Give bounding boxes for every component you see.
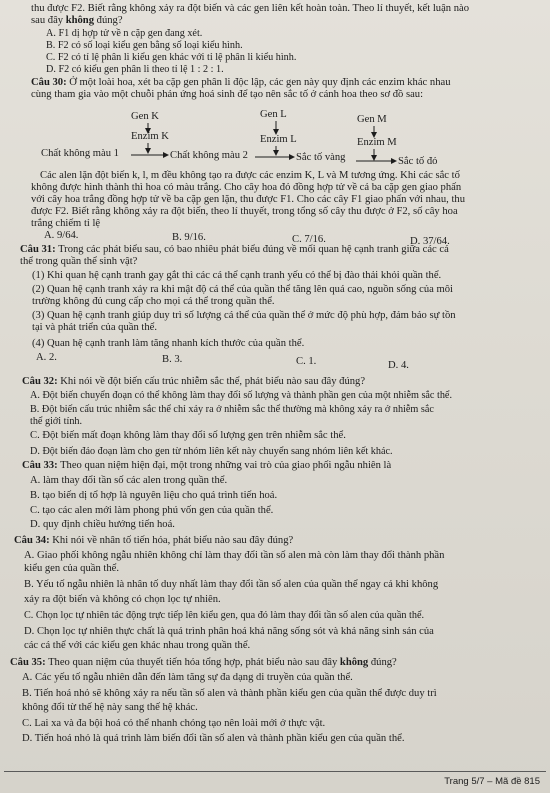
q34-option-a1[interactable]: A. Giao phối không ngẫu nhiên không chỉ làm thay đổi tần số alen mà còn làm thay đổi thành phần xyxy=(24,550,445,561)
q34-text: Khi nói về nhân tố tiến hóa, phát biểu nào sau đây đúng? xyxy=(49,535,294,546)
q34-option-d1[interactable]: D. Chọn lọc tự nhiên thực chất là quá trình phân hoá khả năng sống sót và khả năng sinh sản của xyxy=(24,626,434,637)
q35-option-c[interactable]: C. Lai xa và đa bội hoá có thể nhanh chóng tạo nên loài mới ở thực vật. xyxy=(22,718,326,729)
q33-option-b[interactable]: B. tạo biến dị tổ hợp là nguyên liệu cho quá trình tiến hoá. xyxy=(30,490,278,501)
q30-option-c[interactable]: C. 7/16. xyxy=(292,234,326,245)
enzim-m-label: Enzim M xyxy=(357,137,397,148)
q32-option-d[interactable]: D. Đột biến đảo đoạn làm cho gen từ nhóm liên kết này chuyển sang nhóm liên kết khác. xyxy=(30,446,393,457)
q33-option-c[interactable]: C. tạo các alen mới làm phong phú vốn gen của quần thể. xyxy=(30,505,274,516)
q34-option-b1[interactable]: B. Yếu tố ngẫu nhiên là nhân tố duy nhất làm thay đổi tần số alen của quần thể ngay cả khi không xyxy=(24,579,439,590)
q34-option-d2[interactable]: các cá thể với các kiểu gen khác nhau trong quần thể. xyxy=(24,640,251,651)
q30-para-5: trắng chiếm tỉ lệ xyxy=(31,218,101,229)
gen-l-label: Gen L xyxy=(260,109,287,120)
q31-statement-3b: tại và phát triển của quần thể. xyxy=(32,322,158,333)
intro-line-1: thu được F2. Biết rằng không xảy ra đột biến và các gen liên kết hoàn toàn. Theo lí thuyết, kết luận nào xyxy=(31,3,470,14)
q30-option-b[interactable]: B. 9/16. xyxy=(172,232,206,243)
q35-text-end: đúng? xyxy=(368,657,397,668)
q30-para-3: với cây hoa trắng đồng hợp tử về ba cặp gen lặn, thu được F1. Cho các cây F1 giao phấn với nhau, thu xyxy=(31,194,465,205)
substrate-1: Chất không màu 1 xyxy=(41,148,119,159)
q34-option-c[interactable]: C. Chọn lọc tự nhiên tác động trực tiếp lên kiểu gen, qua đó làm thay đổi tần số alen của quần thể. xyxy=(24,610,425,621)
footer-rule xyxy=(4,771,546,772)
q35-keyword: không xyxy=(339,657,369,668)
q30-para-4: được F2. Biết rằng không xảy ra đột biến, theo lí thuyết, trong tổng số cây thu được ở F2, số cây hoa xyxy=(31,206,458,217)
gen-m-label: Gen M xyxy=(357,114,387,125)
q31-statement-1: (1) Khi quan hệ cạnh tranh gay gắt thì các cá thể cạnh tranh yếu có thể bị đào thải khỏi quần thể. xyxy=(32,270,442,281)
q30-option-d[interactable]: D. 37/64. xyxy=(410,236,450,247)
q35-option-b2[interactable]: không đổi từ thế hệ này sang thế hệ khác. xyxy=(22,702,198,713)
q32-option-a[interactable]: A. Đột biến chuyển đoạn có thể không làm thay đổi số lượng và thành phần gen của một nhiễm sắc thể. xyxy=(30,390,452,401)
q34-option-a2[interactable]: kiểu gen của quần thể. xyxy=(24,563,120,574)
q30-text: Ở một loài hoa, xét ba cặp gen phân li độc lập, các gen này quy định các enzim khác nhau xyxy=(66,77,451,88)
enzim-k-label: Enzim K xyxy=(131,131,169,142)
q31-text: Trong các phát biểu sau, có bao nhiêu phát biểu đúng về mối quan hệ cạnh tranh giữa các cá xyxy=(55,244,449,255)
intro-option-d: D. F2 có kiểu gen phân li theo tỉ lệ 1 : 2 : 1. xyxy=(46,64,224,75)
q30-para-1: Các alen lặn đột biến k, l, m đều không tạo ra được các enzim K, L và M tương ứng. Khi các sắc tố xyxy=(40,170,460,181)
intro-keyword: không xyxy=(65,15,94,26)
q31-line-2: thể trong quần thể sinh vật? xyxy=(20,256,138,267)
gen-k-label: Gen K xyxy=(131,111,159,122)
q33-line-1 xyxy=(22,460,391,472)
page-footer: Trang 5/7 – Mã đề 815 xyxy=(444,776,540,787)
q32-option-c[interactable]: C. Đột biến mất đoạn không làm thay đổi số lượng gen trên nhiễm sắc thể. xyxy=(30,430,346,441)
q35-option-d[interactable]: D. Tiến hoá nhỏ là quá trình làm biến đổi tần số alen và thành phần kiểu gen của quần thể. xyxy=(22,733,405,744)
q31-statement-2a: (2) Quan hệ cạnh tranh xảy ra khi mật độ cá thể của quần thể tăng lên quá cao, nguồn sống của môi xyxy=(32,284,453,295)
q32-line-1 xyxy=(22,376,365,388)
q34-option-b2[interactable]: xảy ra đột biến và không có chọn lọc tự nhiên. xyxy=(24,594,221,605)
q32-text: Khi nói về đột biến cấu trúc nhiễm sắc thể, phát biểu nào sau đây đúng? xyxy=(57,376,366,387)
q31-statement-3a: (3) Quan hệ cạnh tranh giúp duy trì số lượng cá thể của quần thể ở mức độ phù hợp, đảm bảo sự tồn xyxy=(32,310,456,321)
enzim-l-label: Enzim L xyxy=(260,134,297,145)
q30-line-2: cùng tham gia vào một chuỗi phản ứng hoá sinh để tạo nên sắc tố ở cánh hoa theo sơ đồ sau: xyxy=(31,89,424,100)
q30-label: Câu 30: xyxy=(31,77,67,88)
q31-label: Câu 31: xyxy=(20,244,56,255)
intro-option-b: B. F2 có số loại kiểu gen bằng số loại kiểu hình. xyxy=(46,40,243,51)
q35-option-b1[interactable]: B. Tiến hoá nhỏ sẽ không xảy ra nếu tần số alen và thành phần kiểu gen của quần thể được duy trì xyxy=(22,688,437,699)
pigment-yellow: Sắc tố vàng xyxy=(296,152,346,163)
q33-label: Câu 33: xyxy=(22,460,58,471)
q33-text: Theo quan niệm hiện đại, một trong những vai trò của giao phối ngẫu nhiên là xyxy=(57,460,392,471)
q32-option-b2[interactable]: thể giới tính. xyxy=(30,416,83,427)
q35-option-a[interactable]: A. Các yếu tố ngẫu nhiên dẫn đến làm tăng sự đa dạng di truyền của quần thể. xyxy=(22,672,353,683)
intro-text: sau đây xyxy=(31,15,66,26)
intro-line-2 xyxy=(31,15,123,27)
q31-statement-4: (4) Quan hệ cạnh tranh làm tăng nhanh kích thước của quần thể. xyxy=(32,338,305,349)
q32-label: Câu 32: xyxy=(22,376,58,387)
q35-label: Câu 35: xyxy=(10,657,46,668)
q30-para-2: không được hình thành thì hoa có màu trắng. Cho cây hoa đỏ đồng hợp tử về cả ba cặp gen giao phấn xyxy=(31,182,462,193)
intro-option-a: A. F1 dị hợp tử về n cặp gen đang xét. xyxy=(46,28,203,39)
q33-option-a[interactable]: A. làm thay đổi tần số các alen trong quần thể. xyxy=(30,475,228,486)
intro-text-end: đúng? xyxy=(94,15,123,26)
q35-text: Theo quan niệm của thuyết tiến hóa tổng hợp, phát biểu nào sau đây xyxy=(45,657,340,668)
q34-line-1 xyxy=(14,535,293,547)
q30-option-a[interactable]: A. 9/64. xyxy=(44,230,79,241)
q34-label: Câu 34: xyxy=(14,535,50,546)
q35-line-1 xyxy=(10,657,397,669)
q31-option-d[interactable]: D. 4. xyxy=(388,360,409,371)
intro-option-c: C. F2 có tỉ lệ phân li kiểu gen khác với tỉ lệ phân li kiểu hình. xyxy=(46,52,297,63)
q30-line-1 xyxy=(31,77,451,89)
q31-option-c[interactable]: C. 1. xyxy=(296,356,317,367)
substrate-2: Chất không màu 2 xyxy=(170,150,248,161)
q31-line-1 xyxy=(20,244,449,256)
q31-statement-2b: trường không đủ cung cấp cho mọi cá thể trong quần thể. xyxy=(32,296,275,307)
q32-option-b1[interactable]: B. Đột biến cấu trúc nhiễm sắc thể chỉ xảy ra ở nhiễm sắc thể thường mà không xảy ra ở nhiễm sắc xyxy=(30,404,434,415)
q33-option-d[interactable]: D. quy định chiều hướng tiến hoá. xyxy=(30,519,175,530)
pigment-red: Sắc tố đỏ xyxy=(398,156,438,167)
q31-option-b[interactable]: B. 3. xyxy=(162,354,183,365)
q31-option-a[interactable]: A. 2. xyxy=(36,352,57,363)
